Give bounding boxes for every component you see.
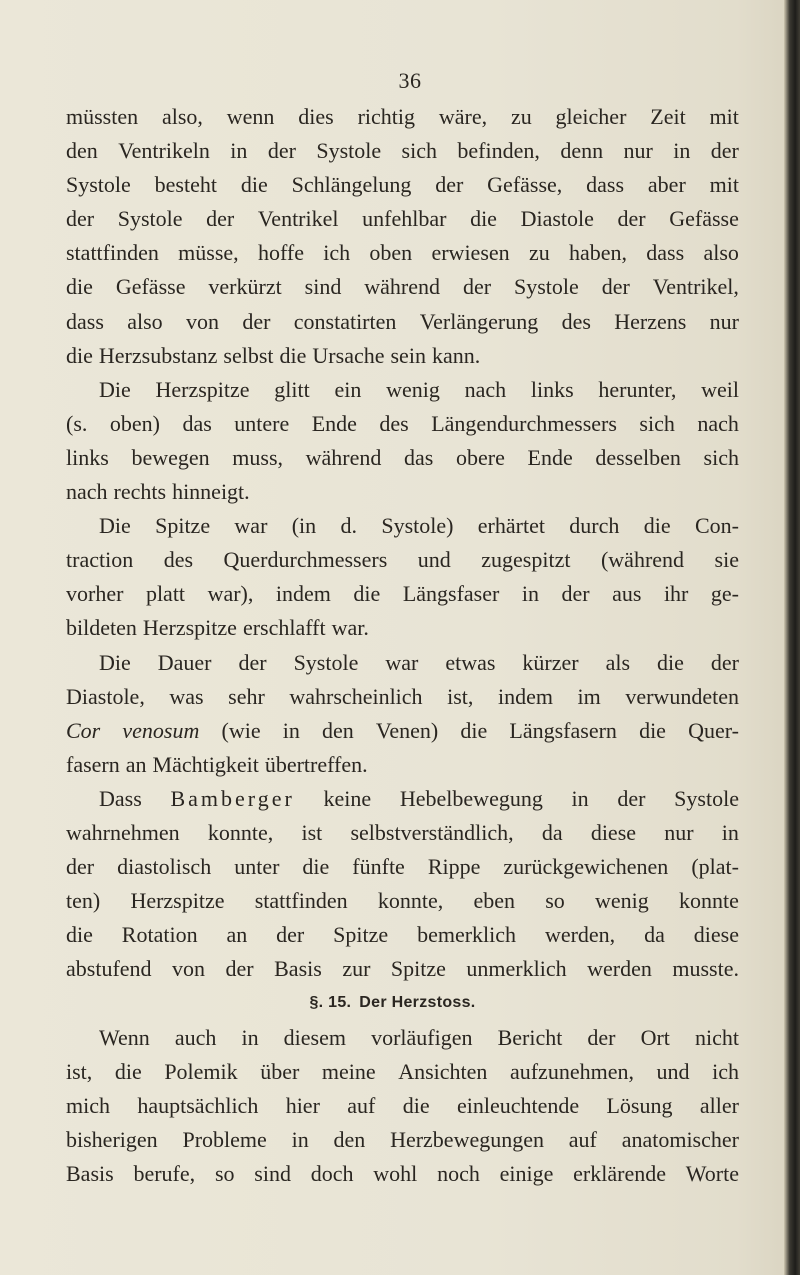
text-line: wahrnehmen konnte, ist selbstverständlich, da diese nur in [66, 819, 739, 845]
text-line: die Gefässe verkürzt sind während der Systole der Ventrikel, [66, 274, 739, 300]
text-line: Die Herzspitze glitt ein wenig nach links herunter, weil [99, 376, 739, 402]
text-line: (s. oben) das untere Ende des Längendurchmessers sich nach [66, 410, 739, 436]
text-line: Cor venosum (wie in den Venen) die Längsfasern die Quer- [66, 717, 739, 743]
body-text [66, 100, 739, 1191]
text-line: die Rotation an der Spitze bemerklich werden, da diese [66, 922, 739, 948]
text-line: nach rechts hinneigt. [66, 479, 250, 505]
page-number: 36 [398, 68, 422, 93]
text-line: dass also von der constatirten Verlängerung des Herzens nur [66, 308, 739, 334]
text-line: Dass Bamberger keine Hebelbewegung in der Systole [99, 785, 739, 811]
text-line: ten) Herzspitze stattfinden konnte, eben so wenig konnte [66, 888, 739, 914]
text-line: die Herzsubstanz selbst die Ursache sein kann. [66, 342, 481, 368]
text-line: ist, die Polemik über meine Ansichten aufzunehmen, und ich [66, 1058, 739, 1084]
section-title: Der Herzstoss. [359, 994, 476, 1012]
text-line: abstufend von der Basis zur Spitze unmerklich werden musste. [66, 956, 739, 982]
text-line: mich hauptsächlich hier auf die einleuchtende Lösung aller [66, 1092, 739, 1118]
text-line: müssten also, wenn dies richtig wäre, zu gleicher Zeit mit [66, 104, 739, 129]
text-line: stattfinden müsse, hoffe ich oben erwiesen zu haben, dass also [66, 240, 739, 266]
text-line: vorher platt war), indem die Längsfaser in der aus ihr ge- [66, 581, 739, 607]
text-line: links bewegen muss, während das obere Ende desselben sich [66, 444, 739, 470]
text-line: der Systole der Ventrikel unfehlbar die Diastole der Gefässe [66, 206, 739, 232]
section-heading [66, 986, 739, 1020]
text-line: Wenn auch in diesem vorläufigen Bericht der Ort nicht [99, 1024, 739, 1050]
text-line: den Ventrikeln in der Systole sich befinden, denn nur in der [66, 138, 739, 164]
section-mark: §. 15. [309, 994, 352, 1012]
text-line: bisherigen Probleme in den Herzbewegungen auf anatomischer [66, 1126, 739, 1152]
text-line: Diastole, was sehr wahrscheinlich ist, indem im verwundeten [66, 683, 739, 709]
book-gutter [784, 0, 800, 1275]
text-line: der diastolisch unter die fünfte Rippe zurückgewichenen (plat- [66, 854, 739, 880]
text-line: Systole besteht die Schlängelung der Gefässe, dass aber mit [66, 172, 739, 198]
text-line: Die Dauer der Systole war etwas kürzer als die der [99, 649, 739, 675]
text-line: bildeten Herzspitze erschlafft war. [66, 615, 369, 641]
text-line: fasern an Mächtigkeit übertreffen. [66, 751, 368, 777]
text-line: Basis berufe, so sind doch wohl noch einige erklärende Worte [66, 1160, 739, 1186]
text-line: Die Spitze war (in d. Systole) erhärtet durch die Con- [99, 513, 739, 539]
text-line: traction des Querdurchmessers und zugespitzt (während sie [66, 547, 739, 573]
